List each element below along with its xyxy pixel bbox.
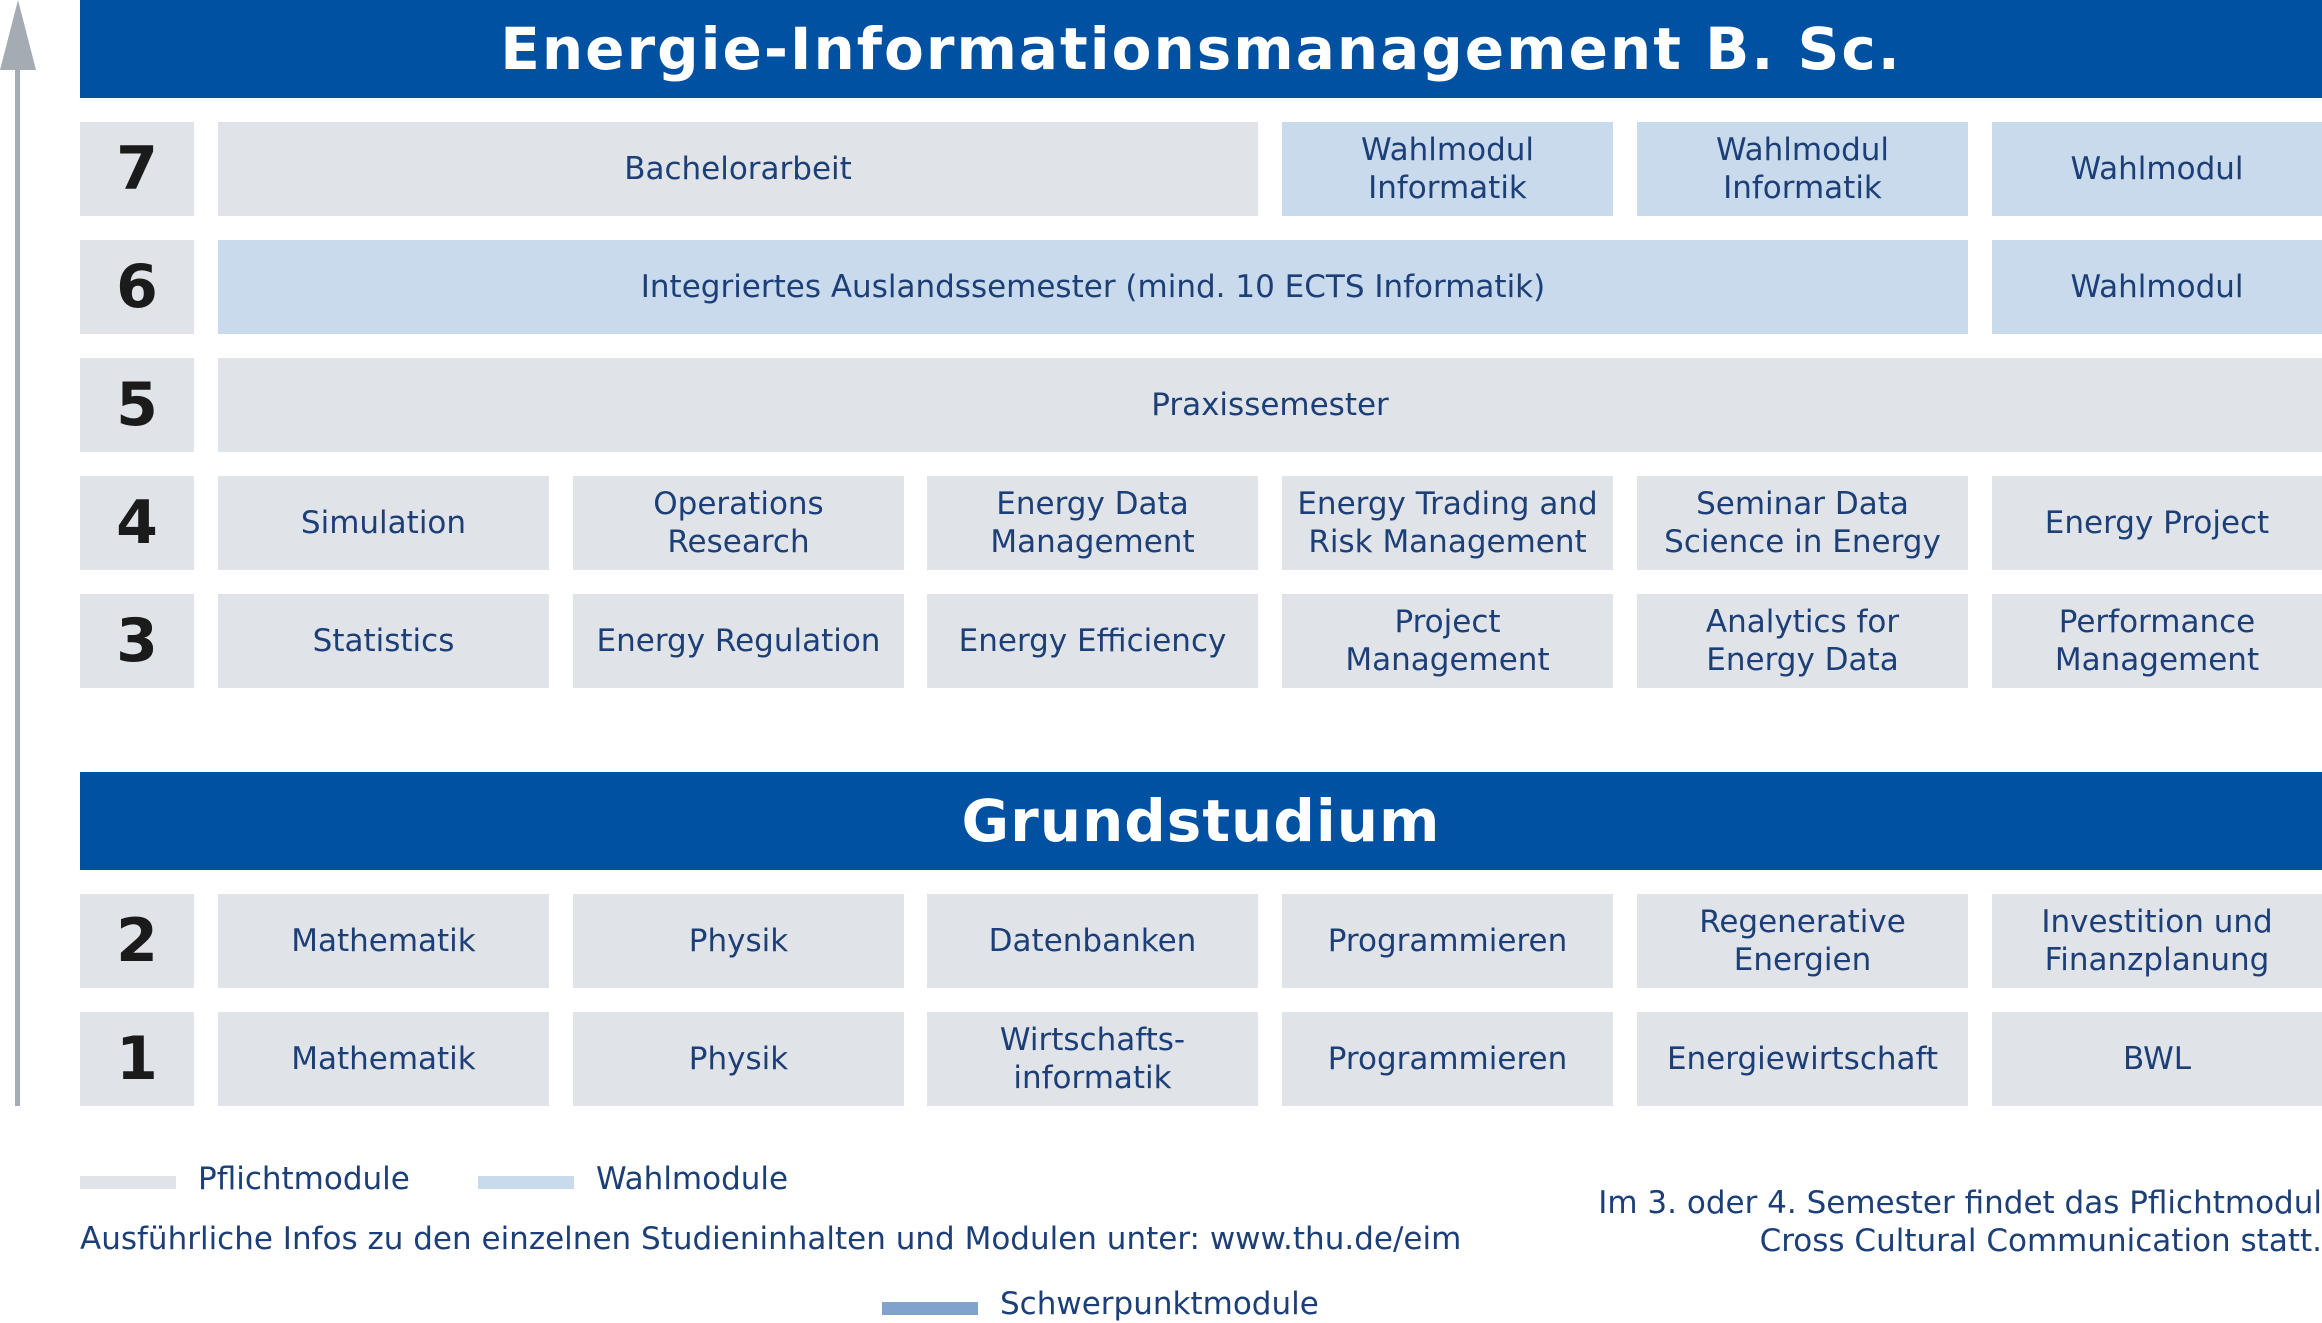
info-link-text: Ausführliche Infos zu den einzelnen Studieninhalten und Modulen unter: www.thu.de/eim [80,1221,1462,1257]
module-cell: Analytics for Energy Data [1637,594,1968,688]
semester-number: 3 [80,594,194,688]
module-cell: Wirtschafts- informatik [927,1012,1258,1106]
module-cell: Physik [573,1012,904,1106]
semester-row-2 [80,894,2322,988]
module-wahlmodul-informatik: Wahlmodul Informatik [1282,122,1613,216]
semester-number: 7 [80,122,194,216]
semester-number: 6 [80,240,194,334]
module-bachelorarbeit: Bachelorarbeit [218,122,1258,216]
module-cell: Energy Trading and Risk Management [1282,476,1613,570]
legend-label-schwerpunkt: Schwerpunktmodule [1000,1286,1319,1322]
semester-row-4 [80,476,2322,570]
program-title: Energie-Informationsmanagement B. Sc. [80,0,2322,98]
module-wahlmodul: Wahlmodul [1992,240,2322,334]
module-cell: Programmieren [1282,894,1613,988]
semester-axis-line [15,60,20,1106]
module-auslandssemester: Integriertes Auslandssemester (mind. 10 ECTS Informatik) [218,240,1968,334]
module-cell: Statistics [218,594,549,688]
module-cell: Datenbanken [927,894,1258,988]
module-cell: Programmieren [1282,1012,1613,1106]
module-cell: Energy Efficiency [927,594,1258,688]
semester-number: 1 [80,1012,194,1106]
semester-row-3 [80,594,2322,688]
module-cell: Regenerative Energien [1637,894,1968,988]
grundstudium-title: Grundstudium [80,772,2322,870]
module-cell: BWL [1992,1012,2322,1106]
module-cell: Operations Research [573,476,904,570]
semester-row-1 [80,1012,2322,1106]
module-cell: Energy Project [1992,476,2322,570]
side-note: Im 3. oder 4. Semester findet das Pflichtmodul Cross Cultural Communication statt. [1598,1185,2322,1259]
semester-number: 2 [80,894,194,988]
semester-row-5 [80,358,2322,452]
arrow-up-icon [0,0,36,70]
module-cell: Mathematik [218,894,549,988]
module-cell: Energiewirtschaft [1637,1012,1968,1106]
module-cell: Investition und Finanzplanung [1992,894,2322,988]
legend-swatch-pflicht [80,1176,176,1189]
module-cell: Energy Data Management [927,476,1258,570]
module-cell: Mathematik [218,1012,549,1106]
module-cell: Performance Management [1992,594,2322,688]
legend-label-pflicht: Pflichtmodule [198,1161,410,1197]
module-cell: Seminar Data Science in Energy [1637,476,1968,570]
semester-row-6 [80,240,2322,334]
module-cell: Simulation [218,476,549,570]
module-cell: Energy Regulation [573,594,904,688]
semester-row-7 [80,122,2322,216]
legend-label-wahl: Wahlmodule [596,1161,789,1197]
module-praxissemester: Praxissemester [218,358,2322,452]
module-wahlmodul: Wahlmodul [1992,122,2322,216]
module-cell: Physik [573,894,904,988]
semester-number: 5 [80,358,194,452]
legend-swatch-wahl [478,1176,574,1189]
module-wahlmodul-informatik: Wahlmodul Informatik [1637,122,1968,216]
legend-swatch-schwerpunkt [882,1302,978,1315]
semester-number: 4 [80,476,194,570]
module-cell: Project Management [1282,594,1613,688]
